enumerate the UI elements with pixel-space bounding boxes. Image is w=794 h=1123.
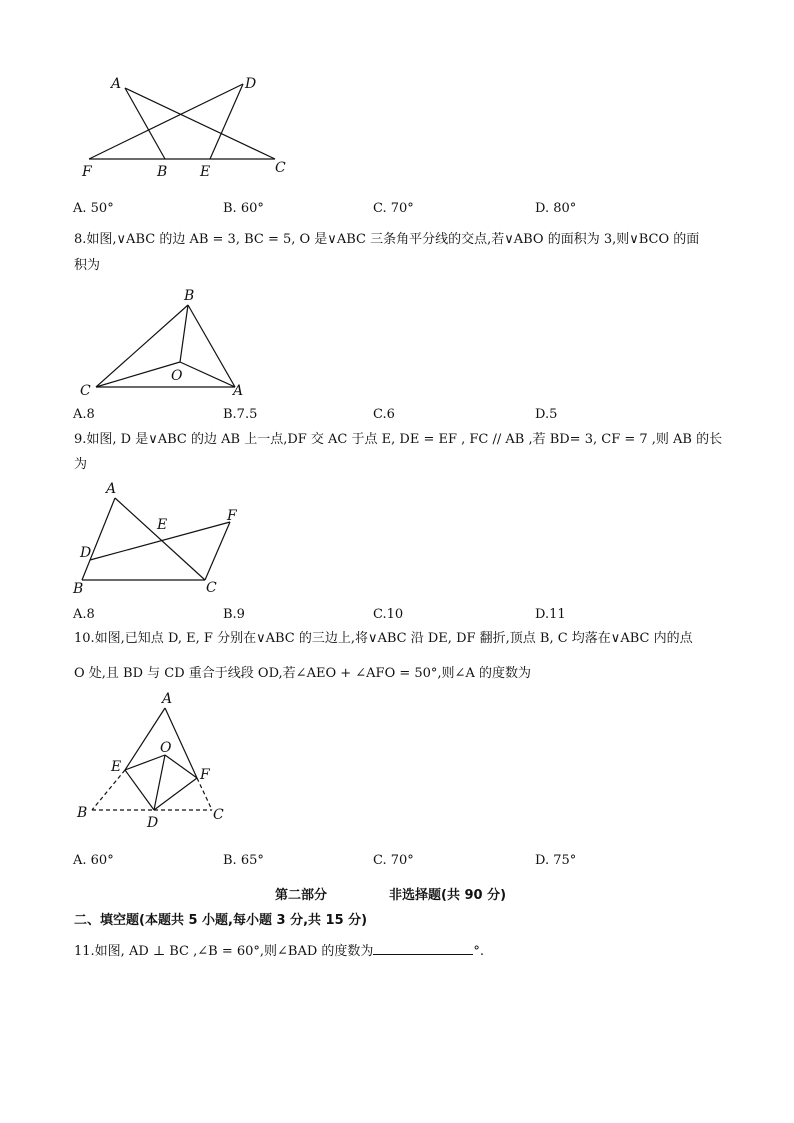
segment-DF — [89, 84, 243, 159]
q8-text-line1: 8.如图,∨ABC 的边 AB = 3, BC = 5, O 是∨ABC 三条角平分线的交点,若∨ABO 的面积为 3,则∨BCO 的面 — [74, 232, 700, 247]
segment-AE — [125, 708, 165, 770]
segment-CO — [96, 362, 180, 387]
label-D: D — [147, 815, 159, 831]
label-A: A — [233, 383, 244, 399]
label-D: D — [80, 545, 92, 561]
q10-option-d: D. 75° — [535, 853, 577, 868]
label-E: E — [200, 164, 211, 180]
label-B: B — [184, 288, 195, 304]
label-D: D — [245, 76, 257, 92]
q10-text-line2: O 处,且 BD 与 CD 重合于线段 OD,若∠AEO + ∠AFO = 50°,则∠A 的度数为 — [74, 666, 531, 681]
q8-figure — [70, 285, 260, 400]
q10-figure — [70, 690, 240, 835]
segment-BA — [188, 305, 235, 387]
q9-option-c: C.10 — [373, 607, 404, 622]
q11-text-after: °. — [473, 944, 485, 959]
label-F: F — [200, 767, 210, 783]
q7-option-c: C. 70° — [373, 201, 414, 216]
label-F: F — [82, 164, 92, 180]
q10-option-b: B. 65° — [223, 853, 264, 868]
label-A: A — [106, 481, 117, 497]
segment-EO — [125, 755, 165, 770]
label-B: B — [157, 164, 168, 180]
label-O: O — [171, 368, 183, 384]
q11-text-before: 11.如图, AD ⊥ BC ,∠B = 60°,则∠BAD 的度数为 — [74, 944, 374, 959]
q9-text-line2: 为 — [74, 457, 88, 472]
dashed-EB — [92, 770, 125, 810]
segment-BO — [180, 305, 188, 362]
q9-text-line1: 9.如图, D 是∨ABC 的边 AB 上一点,DF 交 AC 于点 E, DE = EF , FC // AB ,若 BD= 3, CF = 7 ,则 AB 的长 — [74, 432, 723, 447]
label-A: A — [111, 76, 122, 92]
q9-figure — [70, 480, 260, 600]
q9-option-d: D.11 — [535, 607, 566, 622]
part2-subtitle: 非选择题(共 90 分) — [389, 888, 507, 903]
q8-text-line2: 积为 — [74, 258, 101, 273]
label-B: B — [73, 581, 84, 597]
segment-AB — [125, 88, 165, 159]
segment-ED — [125, 770, 154, 810]
q8-option-c: C.6 — [373, 407, 395, 422]
q8-option-a: A.8 — [73, 407, 95, 422]
label-F: F — [227, 508, 237, 524]
label-C: C — [206, 580, 217, 596]
q9-option-a: A.8 — [73, 607, 95, 622]
segment-AO — [180, 362, 235, 387]
section2-heading: 二、填空题(本题共 5 小题,每小题 3 分,共 15 分) — [74, 913, 368, 928]
q10-option-a: A. 60° — [73, 853, 114, 868]
q9-option-b: B.9 — [223, 607, 245, 622]
segment-AB — [82, 498, 115, 580]
label-E: E — [157, 517, 168, 533]
q7-option-a: A. 50° — [73, 201, 114, 216]
segment-FC — [205, 522, 230, 580]
label-E: E — [111, 759, 122, 775]
q7-option-b: B. 60° — [223, 201, 264, 216]
label-C: C — [80, 383, 91, 399]
q10-text-line1: 10.如图,已知点 D, E, F 分别在∨ABC 的三边上,将∨ABC 沿 DE, DF 翻折,顶点 B, C 均落在∨ABC 内的点 — [74, 631, 693, 646]
label-A: A — [162, 691, 173, 707]
q10-option-c: C. 70° — [373, 853, 414, 868]
segment-AC — [125, 88, 275, 159]
label-C: C — [213, 807, 224, 823]
segment-AC — [115, 498, 205, 580]
segment-OD — [154, 755, 165, 810]
q11-text — [74, 940, 484, 964]
part2-title: 第二部分 — [275, 888, 328, 903]
label-O: O — [160, 740, 172, 756]
segment-FD — [154, 778, 197, 810]
q8-option-d: D.5 — [535, 407, 558, 422]
q8-option-b: B.7.5 — [223, 407, 258, 422]
label-C: C — [275, 160, 286, 176]
q11-answer-blank[interactable] — [373, 940, 473, 955]
label-B: B — [77, 805, 88, 821]
segment-DE — [210, 84, 243, 159]
q7-option-d: D. 80° — [535, 201, 577, 216]
q7-figure — [70, 70, 310, 185]
